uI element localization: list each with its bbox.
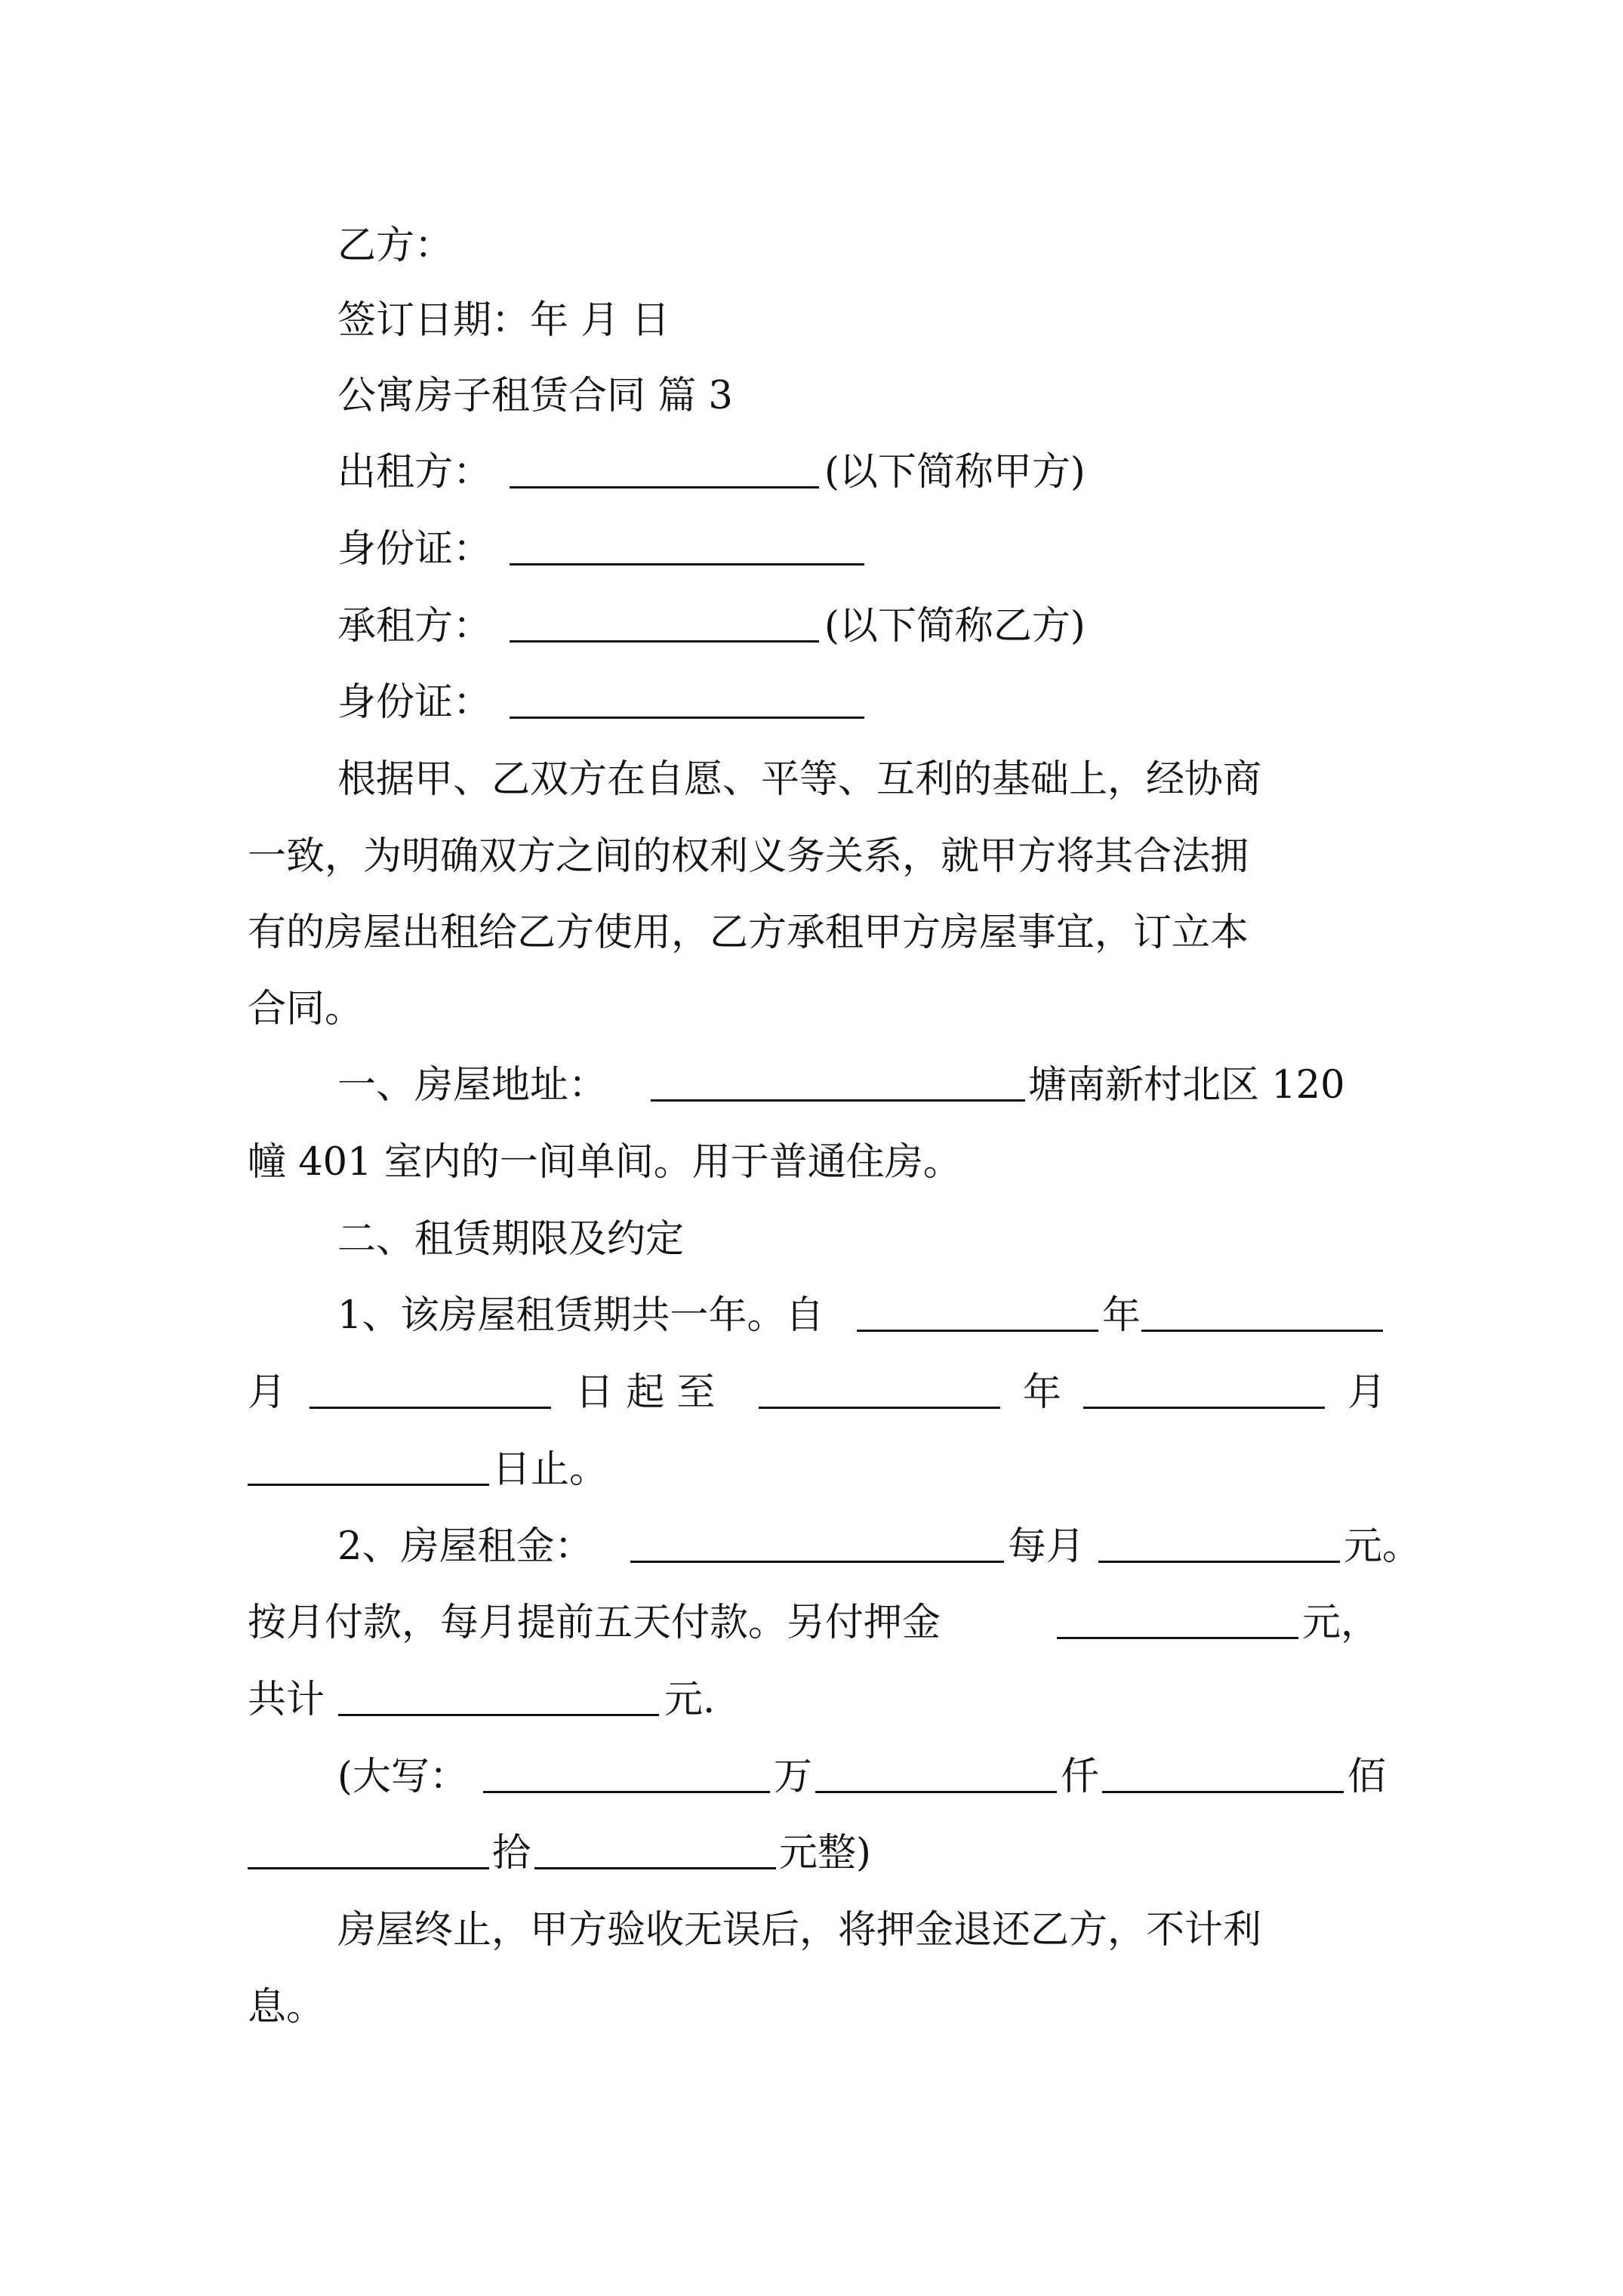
term-text-1: 1、该房屋租赁期共一年。自 <box>337 1293 824 1338</box>
address-blank[interactable] <box>651 1063 1025 1102</box>
wan-blank[interactable] <box>483 1755 770 1793</box>
start-month-blank[interactable] <box>1141 1293 1383 1332</box>
end-day-blank[interactable] <box>248 1447 489 1486</box>
lessor-blank[interactable] <box>510 450 819 488</box>
start-day-blank[interactable] <box>310 1370 551 1409</box>
intro-text-3: 有的房屋出租给乙方使用，乙方承租甲方房屋事宜，订立本 <box>248 911 1249 955</box>
rent-label: 2、房屋租金： <box>337 1524 593 1569</box>
address-text-2: 幢 401 室内的一间单间。用于普通住房。 <box>248 1140 962 1185</box>
sign-date: 签订日期：年 月 日 <box>337 298 670 343</box>
start-year-blank[interactable] <box>857 1293 1098 1332</box>
lessee-blank[interactable] <box>510 604 819 643</box>
intro-text-2: 一致，为明确双方之间的权利义务关系，就甲方将其合法拥 <box>248 834 1249 879</box>
rent-yuan-label: 元。 <box>1344 1524 1421 1569</box>
wan-label: 万 <box>774 1755 813 1799</box>
lessee-label: 承租方： <box>337 604 492 649</box>
intro-text-4: 合同。 <box>248 987 364 1031</box>
rent-month-label: 每月 <box>1008 1524 1086 1569</box>
term-month-label: 月 <box>248 1370 287 1415</box>
id-label-2: 身份证： <box>337 680 492 725</box>
total-label: 共计 <box>248 1678 325 1722</box>
end-month-blank[interactable] <box>1083 1370 1325 1409</box>
end-year-blank[interactable] <box>759 1370 1000 1409</box>
shi-label: 拾 <box>492 1831 531 1875</box>
id-label-1: 身份证： <box>337 527 492 572</box>
termination-text-1: 房屋终止，甲方验收无误后，将押金退还乙方，不计利 <box>337 1908 1262 1952</box>
term-end-label: 日止。 <box>492 1447 608 1492</box>
lease-term-title: 二、租赁期限及约定 <box>337 1217 685 1262</box>
term-qi-label: 日 起 至 <box>575 1370 716 1415</box>
id-blank-1[interactable] <box>510 527 864 566</box>
party-b-label: 乙方： <box>337 223 454 268</box>
deposit-yuan-label: 元， <box>1302 1601 1380 1645</box>
section-title: 公寓房子租赁合同 篇 3 <box>337 374 733 418</box>
total-blank[interactable] <box>338 1678 659 1716</box>
yuan-blank[interactable] <box>534 1831 776 1869</box>
intro-text-1: 根据甲、乙双方在自愿、平等、互利的基础上，经协商 <box>337 757 1262 802</box>
qian-label: 仟 <box>1061 1755 1100 1799</box>
address-label: 一、房屋地址： <box>337 1063 608 1108</box>
bai-label: 佰 <box>1347 1755 1387 1799</box>
id-blank-2[interactable] <box>510 680 864 719</box>
address-suffix: 塘南新村北区 120 <box>1028 1063 1345 1108</box>
rent-blank[interactable] <box>630 1524 1004 1563</box>
deposit-blank[interactable] <box>1057 1601 1298 1639</box>
term-year-label: 年 <box>1102 1293 1141 1338</box>
termination-text-2: 息。 <box>248 1985 325 2029</box>
term-year2-label: 年 <box>1023 1370 1062 1415</box>
lessee-suffix: (以下简称乙方) <box>824 604 1086 649</box>
term-month2-label: 月 <box>1347 1370 1387 1415</box>
shi-blank[interactable] <box>248 1831 489 1869</box>
capital-label: (大写： <box>337 1755 468 1799</box>
qian-blank[interactable] <box>815 1755 1057 1793</box>
lessor-label: 出租方： <box>337 450 492 495</box>
bai-blank[interactable] <box>1102 1755 1344 1793</box>
total-yuan-label: 元. <box>664 1678 716 1722</box>
yuan-end-label: 元整) <box>779 1831 871 1875</box>
deposit-text: 按月付款，每月提前五天付款。另付押金 <box>248 1601 941 1645</box>
lessor-suffix: (以下简称甲方) <box>824 450 1086 495</box>
monthly-rent-blank[interactable] <box>1098 1524 1340 1563</box>
